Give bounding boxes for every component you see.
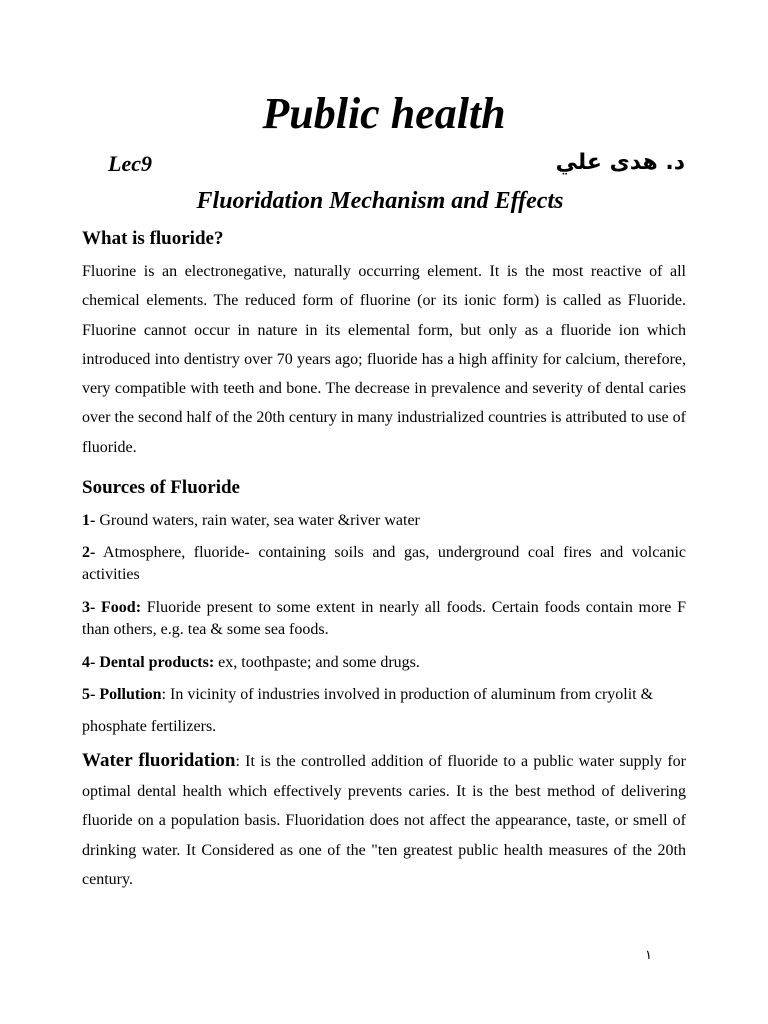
- source-item-text: ex, toothpaste; and some drugs.: [214, 654, 420, 671]
- water-fluoridation-term: Water fluoridation: [82, 750, 236, 771]
- section-heading-what-is-fluoride: What is fluoride?: [82, 228, 224, 249]
- paragraph-water-fluoridation: [82, 746, 686, 895]
- source-item-label: 1-: [82, 512, 96, 529]
- source-item-label: 4- Dental products:: [82, 654, 215, 671]
- author-name: د. هدى علي: [555, 150, 685, 175]
- source-item-4: [82, 652, 686, 674]
- source-item-text: Atmosphere, fluoride- containing soils and gas, underground coal fires and volcanic activities: [82, 544, 686, 583]
- paragraph-what-is-fluoride: Fluorine is an electronegative, naturally occurring element. It is the most reactive of all chemical elements. The reduced form of fluorine (or its ionic form) is called as Fluoride. Fluorine cannot occur in nature in its elemental form, but only as a fluoride ion which introduced into dentistry over 70 years ago; fluoride has a high affinity for calcium, therefore, very compatible with teeth and bone. The decrease in prevalence and severity of dental caries over the second half of the 20th century in many industrialized countries is attributed to use of fluoride.: [82, 263, 686, 456]
- source-item-text: Fluoride present to some extent in nearly all foods. Certain foods contain more F than others, e.g. tea & some sea foods.: [82, 599, 687, 638]
- water-fluoridation-text: : It is the controlled addition of fluoride to a public water supply for optimal dental health which effectively prevents caries. It is the best method of delivering fluoride on a population basis. Fluoridation does not affect the appearance, taste, or smell of drinking water. It Considered as one of the "ten greatest public health measures of the 20th century.: [82, 753, 686, 888]
- source-item-1: [82, 510, 686, 532]
- page-title: Public health: [262, 89, 506, 138]
- source-item-3: [82, 597, 686, 641]
- section-heading-sources: Sources of Fluoride: [82, 477, 240, 498]
- source-item-5: [82, 679, 686, 743]
- source-item-label: 2-: [82, 544, 96, 561]
- source-item-label: 3- Food:: [82, 599, 142, 616]
- source-item-2: [82, 542, 686, 586]
- source-item-text: : In vicinity of industries involved in production of aluminum from cryolit & phosphate fertilizers.: [82, 686, 654, 735]
- source-item-text: Ground waters, rain water, sea water &river water: [95, 512, 420, 529]
- page-number: ١: [645, 948, 652, 963]
- lecture-number: Lec9: [108, 151, 152, 176]
- lecture-subtitle: Fluoridation Mechanism and Effects: [196, 188, 564, 214]
- source-item-label: 5- Pollution: [82, 686, 162, 703]
